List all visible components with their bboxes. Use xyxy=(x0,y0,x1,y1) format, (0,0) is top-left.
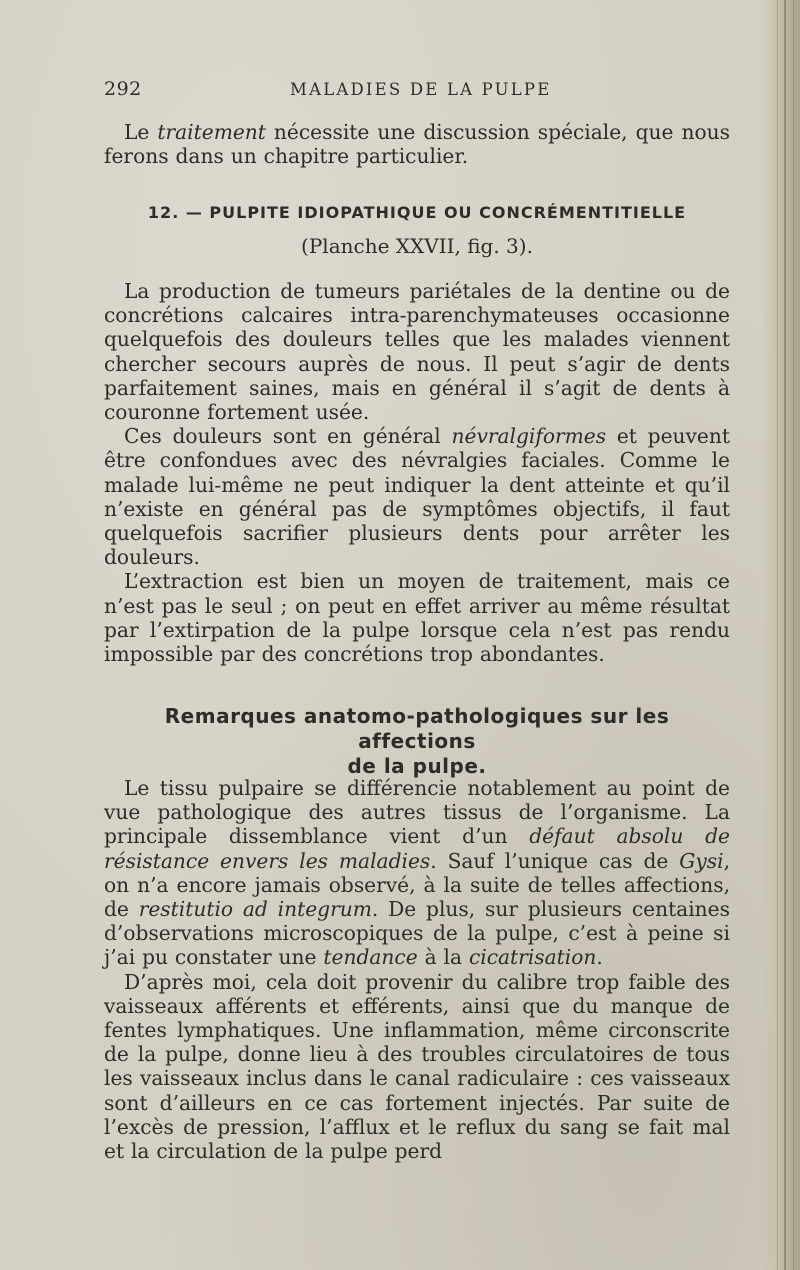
text-run: Ces douleurs sont en général xyxy=(124,424,452,449)
page-edge-line xyxy=(784,0,786,1270)
text-run: . xyxy=(596,945,603,970)
paragraph: D’après moi, cela doit provenir du calibre trop faible des vaisseaux afférents et efférents, ainsi que du manque de fentes lymphatiques. Une inflammation, même circonscrite de la pulpe, donne lieu à des troubles circulatoires de tous les vaisseaux inclus dans le canal radiculaire : ces vaisseaux sont d’ailleurs en ce cas fortement injectés. Par suite de l’excès de pression, l’afflux et le reflux du sang se fait mal et la circulation de la pulpe perd xyxy=(104,969,730,1164)
paragraph xyxy=(104,776,730,970)
emphasis-text: névralgiformes xyxy=(451,424,607,449)
remarks-title-line: Remarques anatomo-pathologiques sur les affections xyxy=(164,704,670,753)
paragraph: L’extraction est bien un moyen de traitement, mais ce n’est pas le seul ; on peut en effet arriver au même résultat par l’extirpation de la pulpe lorsque cela n’est pas rendu impossible par des concrétions trop abondantes. xyxy=(104,569,730,667)
text-run: . Sauf l’unique cas de xyxy=(430,848,680,873)
emphasis-text: cicatrisation xyxy=(468,945,597,970)
page-edge-shadow xyxy=(762,0,800,1270)
section-title: 12. — PULPITE IDIOPATHIQUE OU CONCRÉMENTITIELLE xyxy=(147,203,687,222)
emphasis-text: défaut absolu de résistance envers les maladies xyxy=(104,824,730,873)
text-run: Le tissu pulpaire se différencie notablement au point de vue pathologique des autres tissus de l’organisme. La principale dissemblance vient d’un xyxy=(104,776,730,849)
remarks-title xyxy=(104,704,730,779)
paragraph: La production de tumeurs pariétales de la dentine ou de concrétions calcaires intra-parenchymateuses occasionne quelquefois des douleurs telles que les malades viennent chercher secours auprès de nous. Il peut s’agir de dents parfaitement saines, mais en général il s’agit de dents à couronne fortement usée. xyxy=(104,279,730,425)
text-run: à la xyxy=(417,945,469,970)
text-run: Le xyxy=(124,120,158,144)
page-edge-line xyxy=(777,0,778,1270)
emphasis-text: tendance xyxy=(323,945,418,970)
intro-text xyxy=(104,120,730,168)
section-body xyxy=(104,279,730,666)
page-header xyxy=(104,78,744,104)
text-run: nécessite une discussion spéciale, que nous ferons dans un chapitre particulier. xyxy=(104,120,730,169)
emphasis-text: restitutio ad integrum xyxy=(138,897,372,922)
text-run: et peuvent être confondues avec des névralgies faciales. Comme le malade lui-même ne peut indiquer la dent atteinte et qu’il n’existe en général pas de symptômes objectifs, il faut quelquefois sacrifier plusieurs dents pour arrêter les douleurs. xyxy=(104,424,730,570)
page-number: 292 xyxy=(104,78,142,100)
text-run: . De plus, sur plusieurs centaines d’observations microscopiques de la pulpe, c’est à peine si j’ai pu constater une xyxy=(104,897,730,970)
section-subtitle: (Planche XXVII, fig. 3). xyxy=(301,234,533,258)
emphasis-text: traitement xyxy=(157,120,266,144)
text-run: , on n’a encore jamais observé, à la suite de telles affections, de xyxy=(104,848,730,922)
paragraph xyxy=(104,120,730,168)
remarks-title-line: de la pulpe. xyxy=(347,754,487,778)
page-edge-line xyxy=(793,0,794,1270)
remarks-body xyxy=(104,776,730,1163)
running-head: MALADIES DE LA PULPE xyxy=(290,80,552,99)
emphasis-text: Gysi xyxy=(679,848,724,873)
paragraph xyxy=(104,424,730,569)
